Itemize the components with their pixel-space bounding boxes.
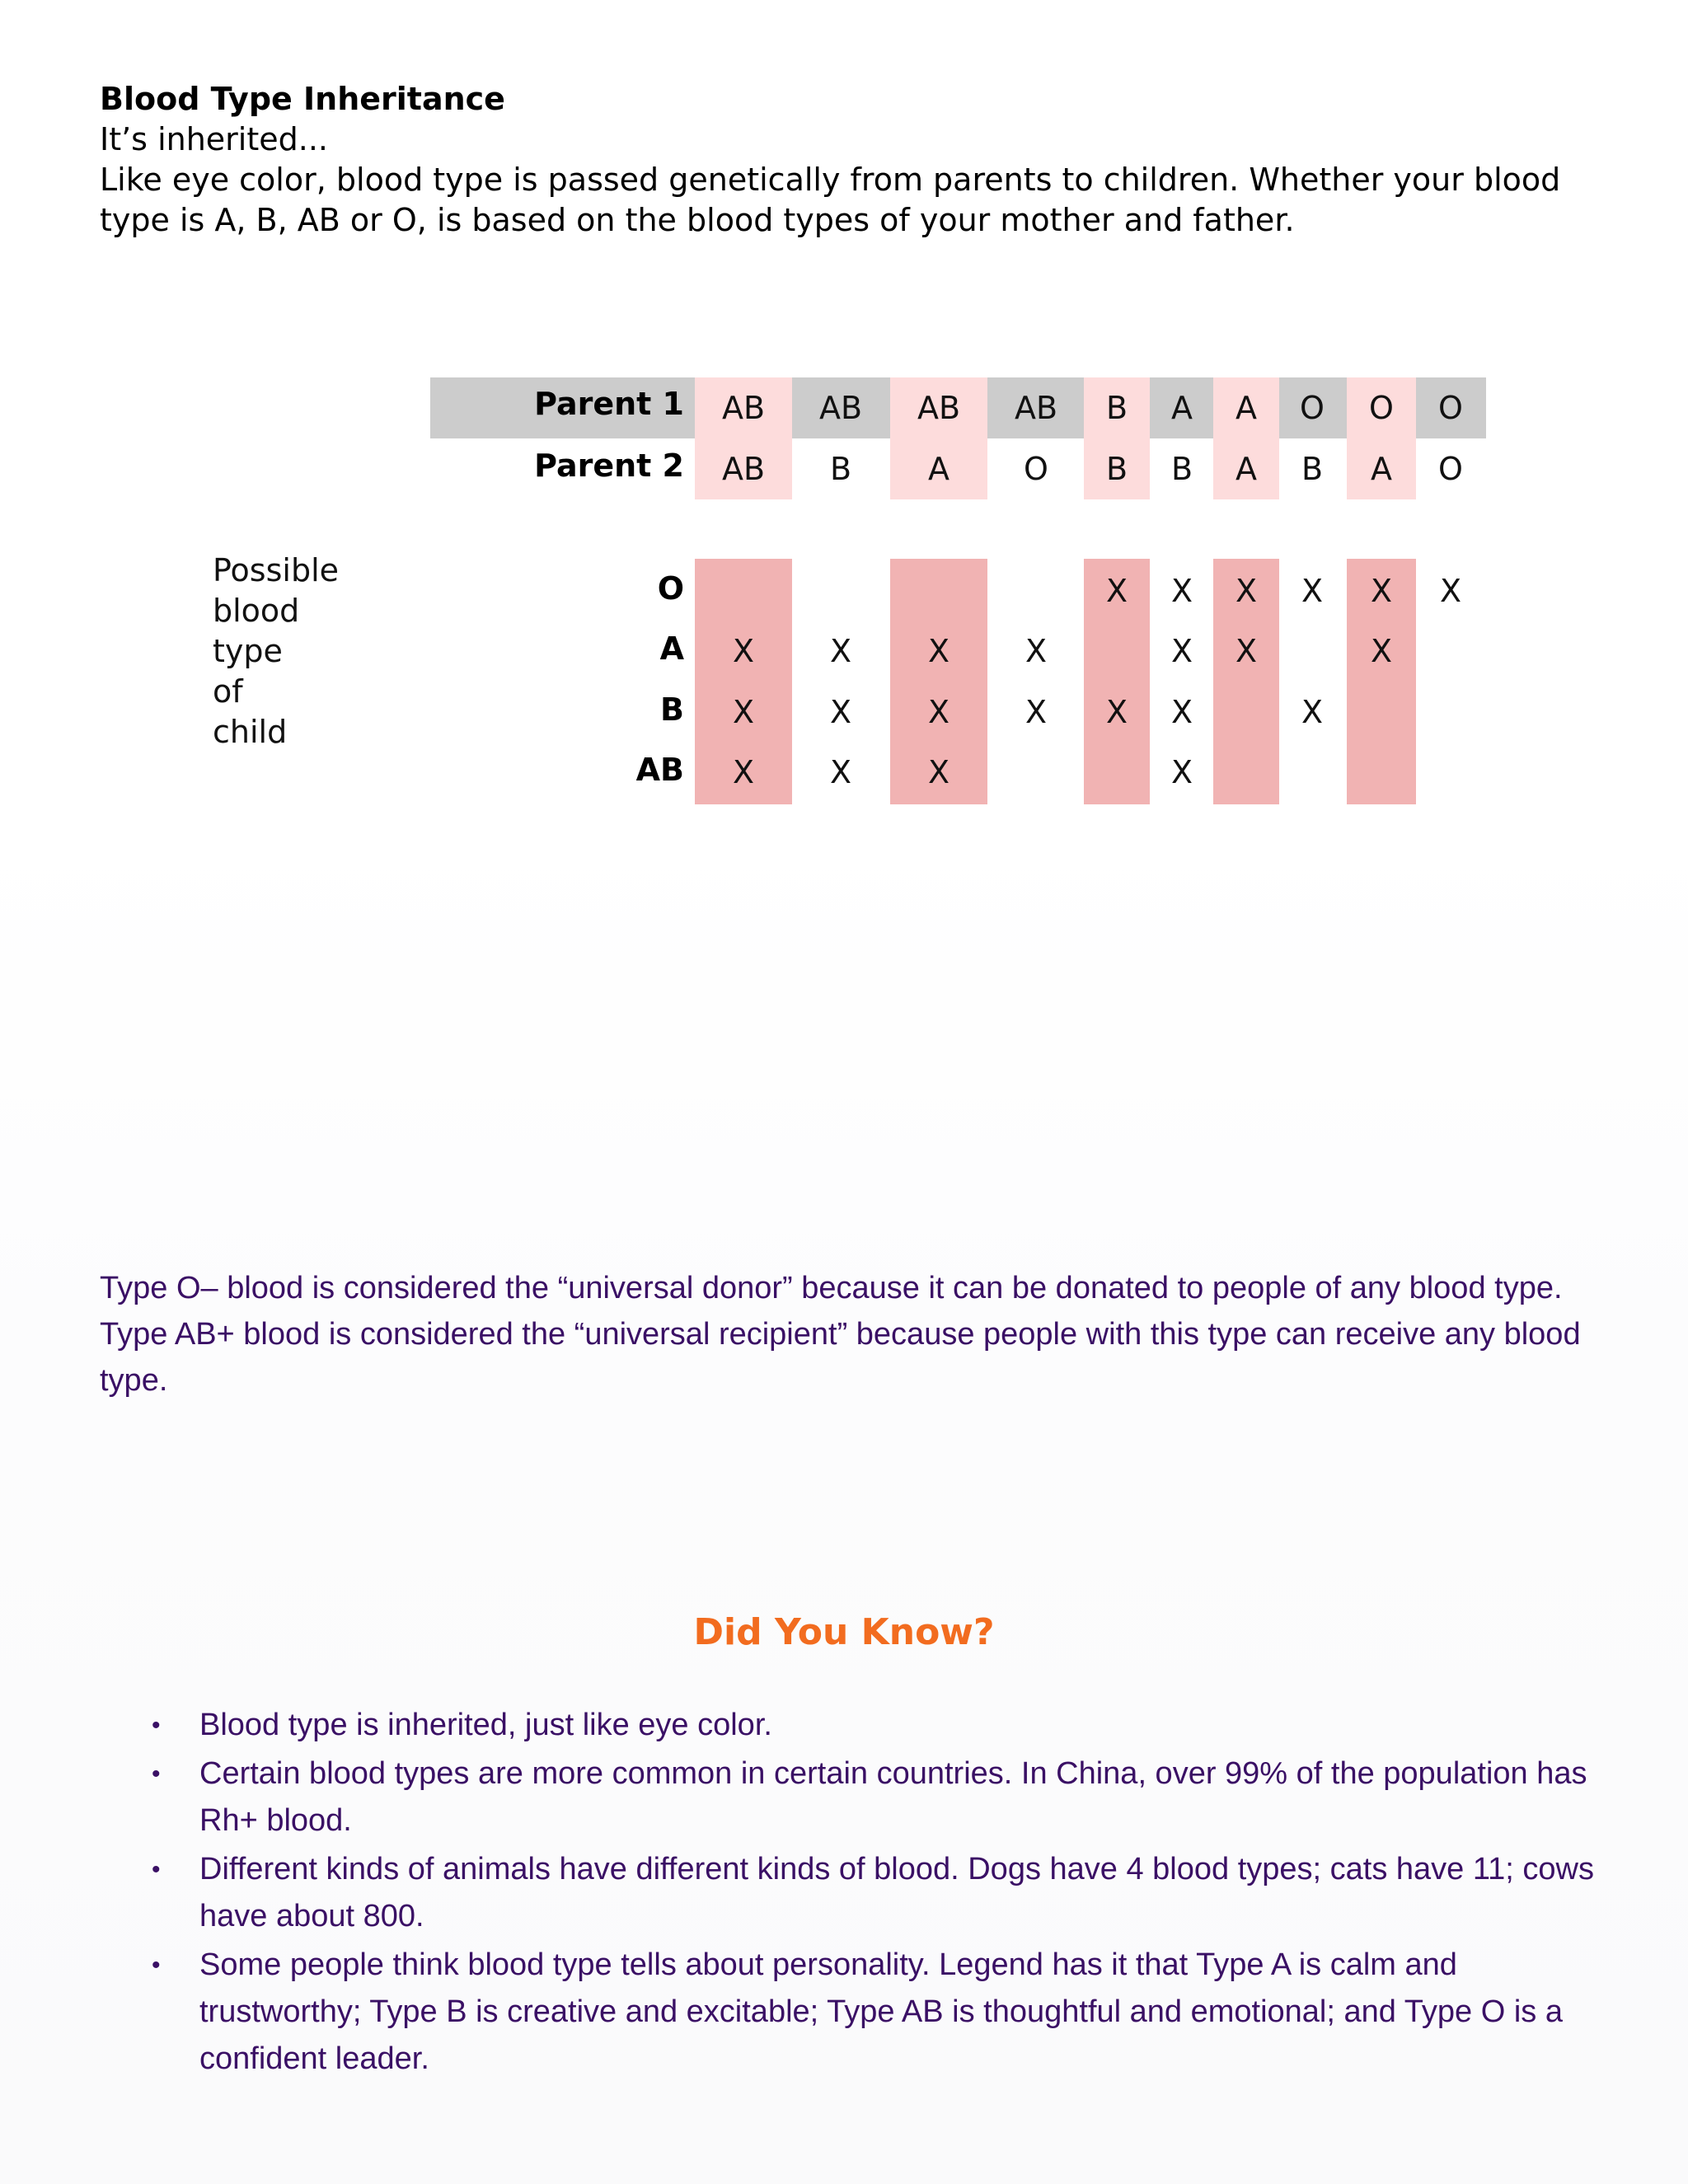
bullet-icon: •	[152, 1856, 161, 1883]
fact-list-item	[152, 1846, 1601, 1940]
possible-type-mark: X	[1301, 693, 1324, 730]
possible-child-type-label	[213, 551, 339, 752]
possible-type-mark: X	[732, 632, 755, 669]
did-you-know-heading: Did You Know?	[693, 1611, 995, 1653]
possible-type-mark: X	[732, 693, 755, 730]
parent2-type-cell: A	[1371, 451, 1392, 487]
parent1-type-cell: B	[1105, 390, 1128, 426]
possible-type-mark: X	[1370, 632, 1393, 669]
intro-section	[100, 79, 1600, 241]
parent1-type-cell: O	[1300, 390, 1325, 426]
bullet-icon: •	[152, 1760, 161, 1788]
possible-type-mark: X	[1170, 572, 1193, 609]
possible-type-mark: X	[732, 753, 755, 790]
child-type-row-label: O	[657, 570, 684, 607]
parent1-type-cell: A	[1236, 390, 1257, 426]
possible-type-mark: X	[1105, 693, 1128, 730]
child-type-row-label: B	[660, 691, 684, 728]
possible-type-mark: X	[829, 693, 852, 730]
parent1-type-cell: AB	[721, 390, 766, 426]
parent1-type-cell: O	[1369, 390, 1394, 426]
parent1-type-cell: A	[1171, 390, 1193, 426]
possible-type-mark: X	[829, 753, 852, 790]
parent2-type-cell: A	[1236, 451, 1257, 487]
parent2-type-cell: B	[1105, 451, 1128, 487]
possible-label-word: blood	[213, 593, 300, 629]
possible-type-mark: X	[927, 693, 950, 730]
page-title: Blood Type Inheritance	[100, 81, 505, 117]
intro-paragraph: Like eye color, blood type is passed genetically from parents to children. Whether your blood type is A, B, AB or O, is based on the blood types of your mother and father.	[100, 162, 1561, 238]
possible-label-word: child	[213, 714, 288, 750]
fact-text: Some people think blood type tells about personality. Legend has it that Type A is calm and trustworthy; Type B is creative and excitable; Type AB is thoughtful and emotional; and Type O is a confident leader.	[199, 1947, 1563, 2076]
possible-type-mark: X	[1301, 572, 1324, 609]
possible-type-mark: X	[1170, 753, 1193, 790]
possible-type-mark: X	[927, 632, 950, 669]
fact-text: Certain blood types are more common in certain countries. In China, over 99% of the population has Rh+ blood.	[199, 1756, 1587, 1838]
possible-type-mark: X	[1235, 632, 1258, 669]
parent2-type-cell: B	[1170, 451, 1193, 487]
parent2-type-cell: O	[1024, 451, 1048, 487]
fact-text: Blood type is inherited, just like eye color.	[199, 1708, 772, 1742]
possible-label-word: type	[213, 633, 283, 669]
child-type-row-label: A	[659, 630, 684, 667]
possible-type-mark: X	[1439, 572, 1462, 609]
fact-list-item	[152, 1750, 1601, 1844]
fact-list-item	[152, 1942, 1601, 2083]
parent2-type-cell: O	[1438, 451, 1463, 487]
possible-label-word: Possible	[213, 552, 340, 588]
did-you-know-list	[152, 1702, 1601, 2084]
bullet-icon: •	[152, 1952, 161, 1979]
parent2-type-cell: AB	[721, 451, 766, 487]
parent2-type-cell: B	[829, 451, 852, 487]
possible-label-word: of	[213, 673, 243, 710]
possible-type-mark: X	[1370, 572, 1393, 609]
possible-type-mark: X	[1170, 693, 1193, 730]
parent1-type-cell: AB	[818, 390, 863, 426]
child-type-row-label: AB	[635, 752, 684, 788]
parent2-type-cell: B	[1301, 451, 1324, 487]
parent1-type-cell: AB	[917, 390, 961, 426]
possible-type-mark: X	[1025, 632, 1048, 669]
possible-type-mark: X	[1170, 632, 1193, 669]
fact-list-item	[152, 1702, 1601, 1749]
possible-type-mark: X	[829, 632, 852, 669]
intro-subtitle: It’s inherited...	[100, 121, 328, 157]
possible-type-mark: X	[927, 753, 950, 790]
universal-donor-text: Type O– blood is considered the “universal donor” because it can be donated to people of any blood type. Type AB+ blood is considered the “universal recipient” because people with this type can receive any blood type.	[100, 1271, 1581, 1398]
parent1-label: Parent 1	[534, 386, 684, 422]
fact-text: Different kinds of animals have different kinds of blood. Dogs have 4 blood types; cats have 11; cows have about 800.	[199, 1852, 1594, 1933]
possible-type-mark: X	[1235, 572, 1258, 609]
parent1-type-cell: O	[1438, 390, 1463, 426]
parent2-type-cell: A	[928, 451, 950, 487]
parent1-type-cell: AB	[1014, 390, 1058, 426]
possible-type-mark: X	[1105, 572, 1128, 609]
possible-type-mark: X	[1025, 693, 1048, 730]
parent2-label: Parent 2	[534, 448, 684, 484]
bullet-icon: •	[152, 1712, 161, 1739]
